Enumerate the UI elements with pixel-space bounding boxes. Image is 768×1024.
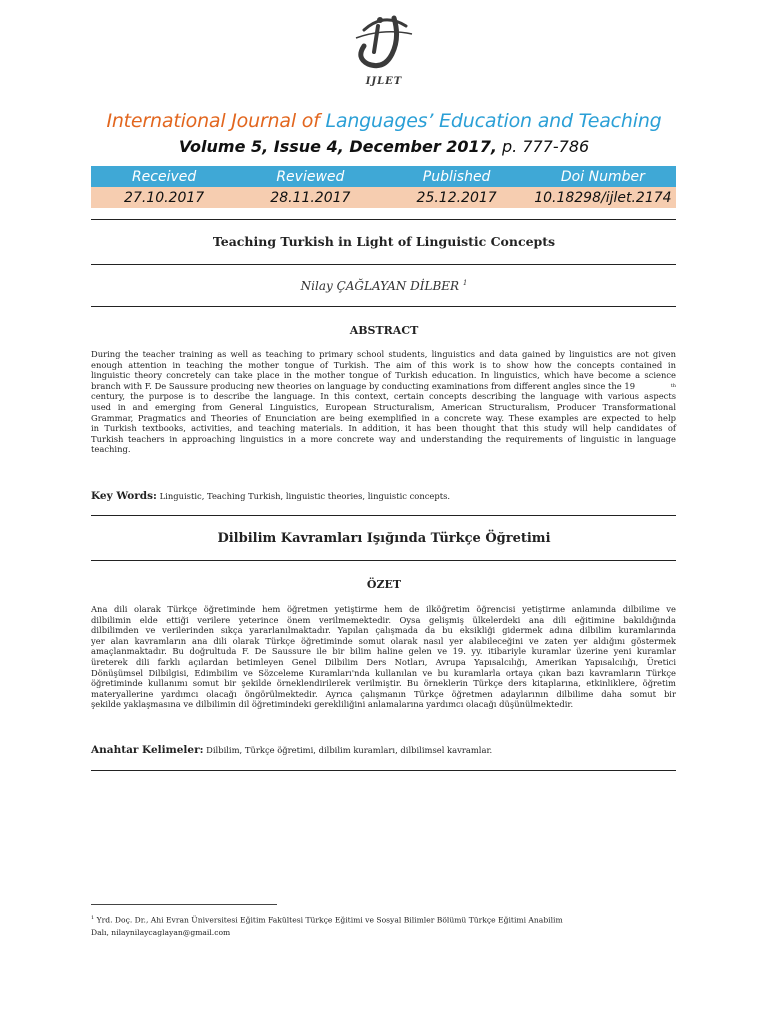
abstract-line: in Turkish textbooks, activities, and teaching materials. In addition, it has been thought that this study will help candidates of <box>91 423 676 434</box>
divider <box>91 770 676 771</box>
divider <box>91 515 676 516</box>
abstract-line: linguistic theory concretely can take place in the mother tongue of Turkish education. In linguistics, which have become a science <box>91 370 676 381</box>
author-text: Nilay ÇAĞLAYAN DİLBER <box>300 279 460 293</box>
ozet-line: amaçlanmaktadır. Bu doğrultuda F. De Saussure ile bir bilim haline gelen ve 19. yy. itibariyle kuramlar üzerine yeni kuramlar <box>91 646 676 657</box>
abstract-line: Grammar, Pragmatics and Theories of Enunciation are being exemplified in a concrete way. These examples are expected to help <box>91 412 676 423</box>
abstract-heading: ABSTRACT <box>349 324 419 337</box>
header-received: Received <box>91 166 237 187</box>
ozet-line: dilbilimin elde ettiği verilere yeterince önem verilmemektedir. Oysa gelişmiş ülkelerdeki ana dili eğitimine bakıldığında <box>91 614 676 625</box>
footnote-separator <box>91 904 277 905</box>
divider <box>91 306 676 307</box>
keywords <box>91 490 676 502</box>
article-title-en: Teaching Turkish in Light of Linguistic Concepts <box>212 234 556 249</box>
logo-emblem-icon <box>334 8 434 78</box>
divider <box>91 219 676 220</box>
abstract-line: used in and emerging from General Linguistics, European Structuralism, American Structuralism, Producer Transformational <box>91 401 676 412</box>
logo-text: IJLET <box>365 76 403 87</box>
abstract-line: century, the purpose is to describe the language. In this context, certain concepts describing the language with various aspects <box>91 391 676 402</box>
abstract-sup: th <box>670 382 676 389</box>
divider <box>91 264 676 265</box>
author-name <box>0 279 768 293</box>
divider <box>91 560 676 561</box>
header-published: Published <box>384 166 530 187</box>
value-reviewed: 28.11.2017 <box>237 187 383 208</box>
keywords-text: Linguistic, Teaching Turkish, linguistic theories, linguistic concepts. <box>156 491 451 501</box>
abstract-line: Turkish teachers in approaching linguistics in a more concrete way and understanding the requirements of linguistic in language <box>91 433 676 444</box>
volume-info <box>0 137 768 156</box>
ozet-line: üreterek dili farklı açılardan betimleyen Genel Dilbilim Ders Notları, Avrupa Yapısalcılığı, Amerikan Yapısalcılığı, Üretici <box>91 656 676 667</box>
footnote <box>91 912 676 939</box>
ozet-line: öğretiminde kullanımı somut bir şekilde örneklendirilerek verilmiştir. Bu örneklerin Türkçe ders kitaplarına, etkinliklere, öğretim <box>91 678 676 689</box>
footnote-email[interactable]: Dalı, nilaynilaycaglayan@gmail.com <box>91 927 231 937</box>
journal-title-part1: International Journal of <box>106 110 326 132</box>
value-received: 27.10.2017 <box>91 187 237 208</box>
footnote-affiliation: Yrd. Doç. Dr., Ahi Evran Üniversitesi Eğitim Fakültesi Türkçe Eğitimi ve Sosyal Bilimler Bölümü Türkçe Eğitimi Anabilim <box>94 915 563 925</box>
ozet-line: materyallerine yardımcı olacağı öngörülmektedir. Ayrıca çalışmanın Türkçe öğretmen adaylarının dilbilime daha somut bir <box>91 688 676 699</box>
footnote-mark: 1 <box>91 915 95 921</box>
keywords-label: Key Words: <box>91 490 157 502</box>
abstract-line: enough attention in teaching the mother tongue of Turkish. The aim of this work is to show how the concepts contained in <box>91 359 676 370</box>
ozet-line: Dönüşümsel Dilbilgisi, Edimbilim ve Sözceleme Kuramları'nda kullanılan ve bu kuramlarla ortaya çıkan bazı kavramların Türkçe <box>91 667 676 678</box>
page-range: p. 777-786 <box>496 137 590 156</box>
dates-header-row <box>91 166 676 187</box>
anahtar-label: Anahtar Kelimeler: <box>91 744 204 756</box>
journal-logo <box>334 8 434 94</box>
header-reviewed: Reviewed <box>237 166 383 187</box>
journal-title <box>0 110 768 132</box>
ozet-text <box>91 604 676 710</box>
article-title-tr: Dilbilim Kavramları Işığında Türkçe Öğretimi <box>217 531 551 546</box>
ozet-heading: ÖZET <box>366 578 402 591</box>
ozet-line: Ana dili olarak Türkçe öğretiminde hem öğretmen yetiştirme hem de ilköğretim öğrencisi yetiştirme anlamında dilbilime ve <box>91 604 676 614</box>
abstract-line-with-sup <box>91 381 676 392</box>
dates-table <box>91 166 676 208</box>
dates-value-row <box>91 187 676 208</box>
abstract-line: During the teacher training as well as teaching to primary school students, linguistics and data gained by linguistics are not given <box>91 349 676 359</box>
ozet-line: dilbilimden ve verilerinden sıkça yararlanılmaktadır. Yapılan çalışmada da bu eksikliği gidermek adına dilbilim kuramlarında <box>91 625 676 636</box>
footnote-line <box>91 912 676 927</box>
value-doi[interactable]: 10.18298/ijlet.2174 <box>530 187 676 208</box>
journal-title-part2: Languages’ Education and Teaching <box>325 110 662 132</box>
ozet-line: yer alan kavramların ana dili olarak Türkçe öğretiminde somut olarak nasıl yer alabileceğini ve zaten yer aldığını göstermek <box>91 635 676 646</box>
abstract-line: teaching. <box>91 444 131 455</box>
value-published: 25.12.2017 <box>384 187 530 208</box>
abstract-line: branch with F. De Saussure producing new theories on language by conducting examinations from different angles since the 19 <box>91 380 636 391</box>
header-doi: Doi Number <box>530 166 676 187</box>
ozet-line: şekilde yaklaşmasına ve dilbilimin dil öğretimindeki gerekliliğini anlamalarına yardımcı olacağı düşünülmektedir. <box>91 699 574 710</box>
abstract-text <box>91 349 676 455</box>
volume-issue: Volume 5, Issue 4, December 2017, <box>178 137 497 156</box>
author-footnote-mark[interactable]: 1 <box>462 279 468 287</box>
anahtar-text: Dilbilim, Türkçe öğretimi, dilbilim kuramları, dilbilimsel kavramlar. <box>203 745 493 755</box>
anahtar-kelimeler <box>91 744 676 756</box>
